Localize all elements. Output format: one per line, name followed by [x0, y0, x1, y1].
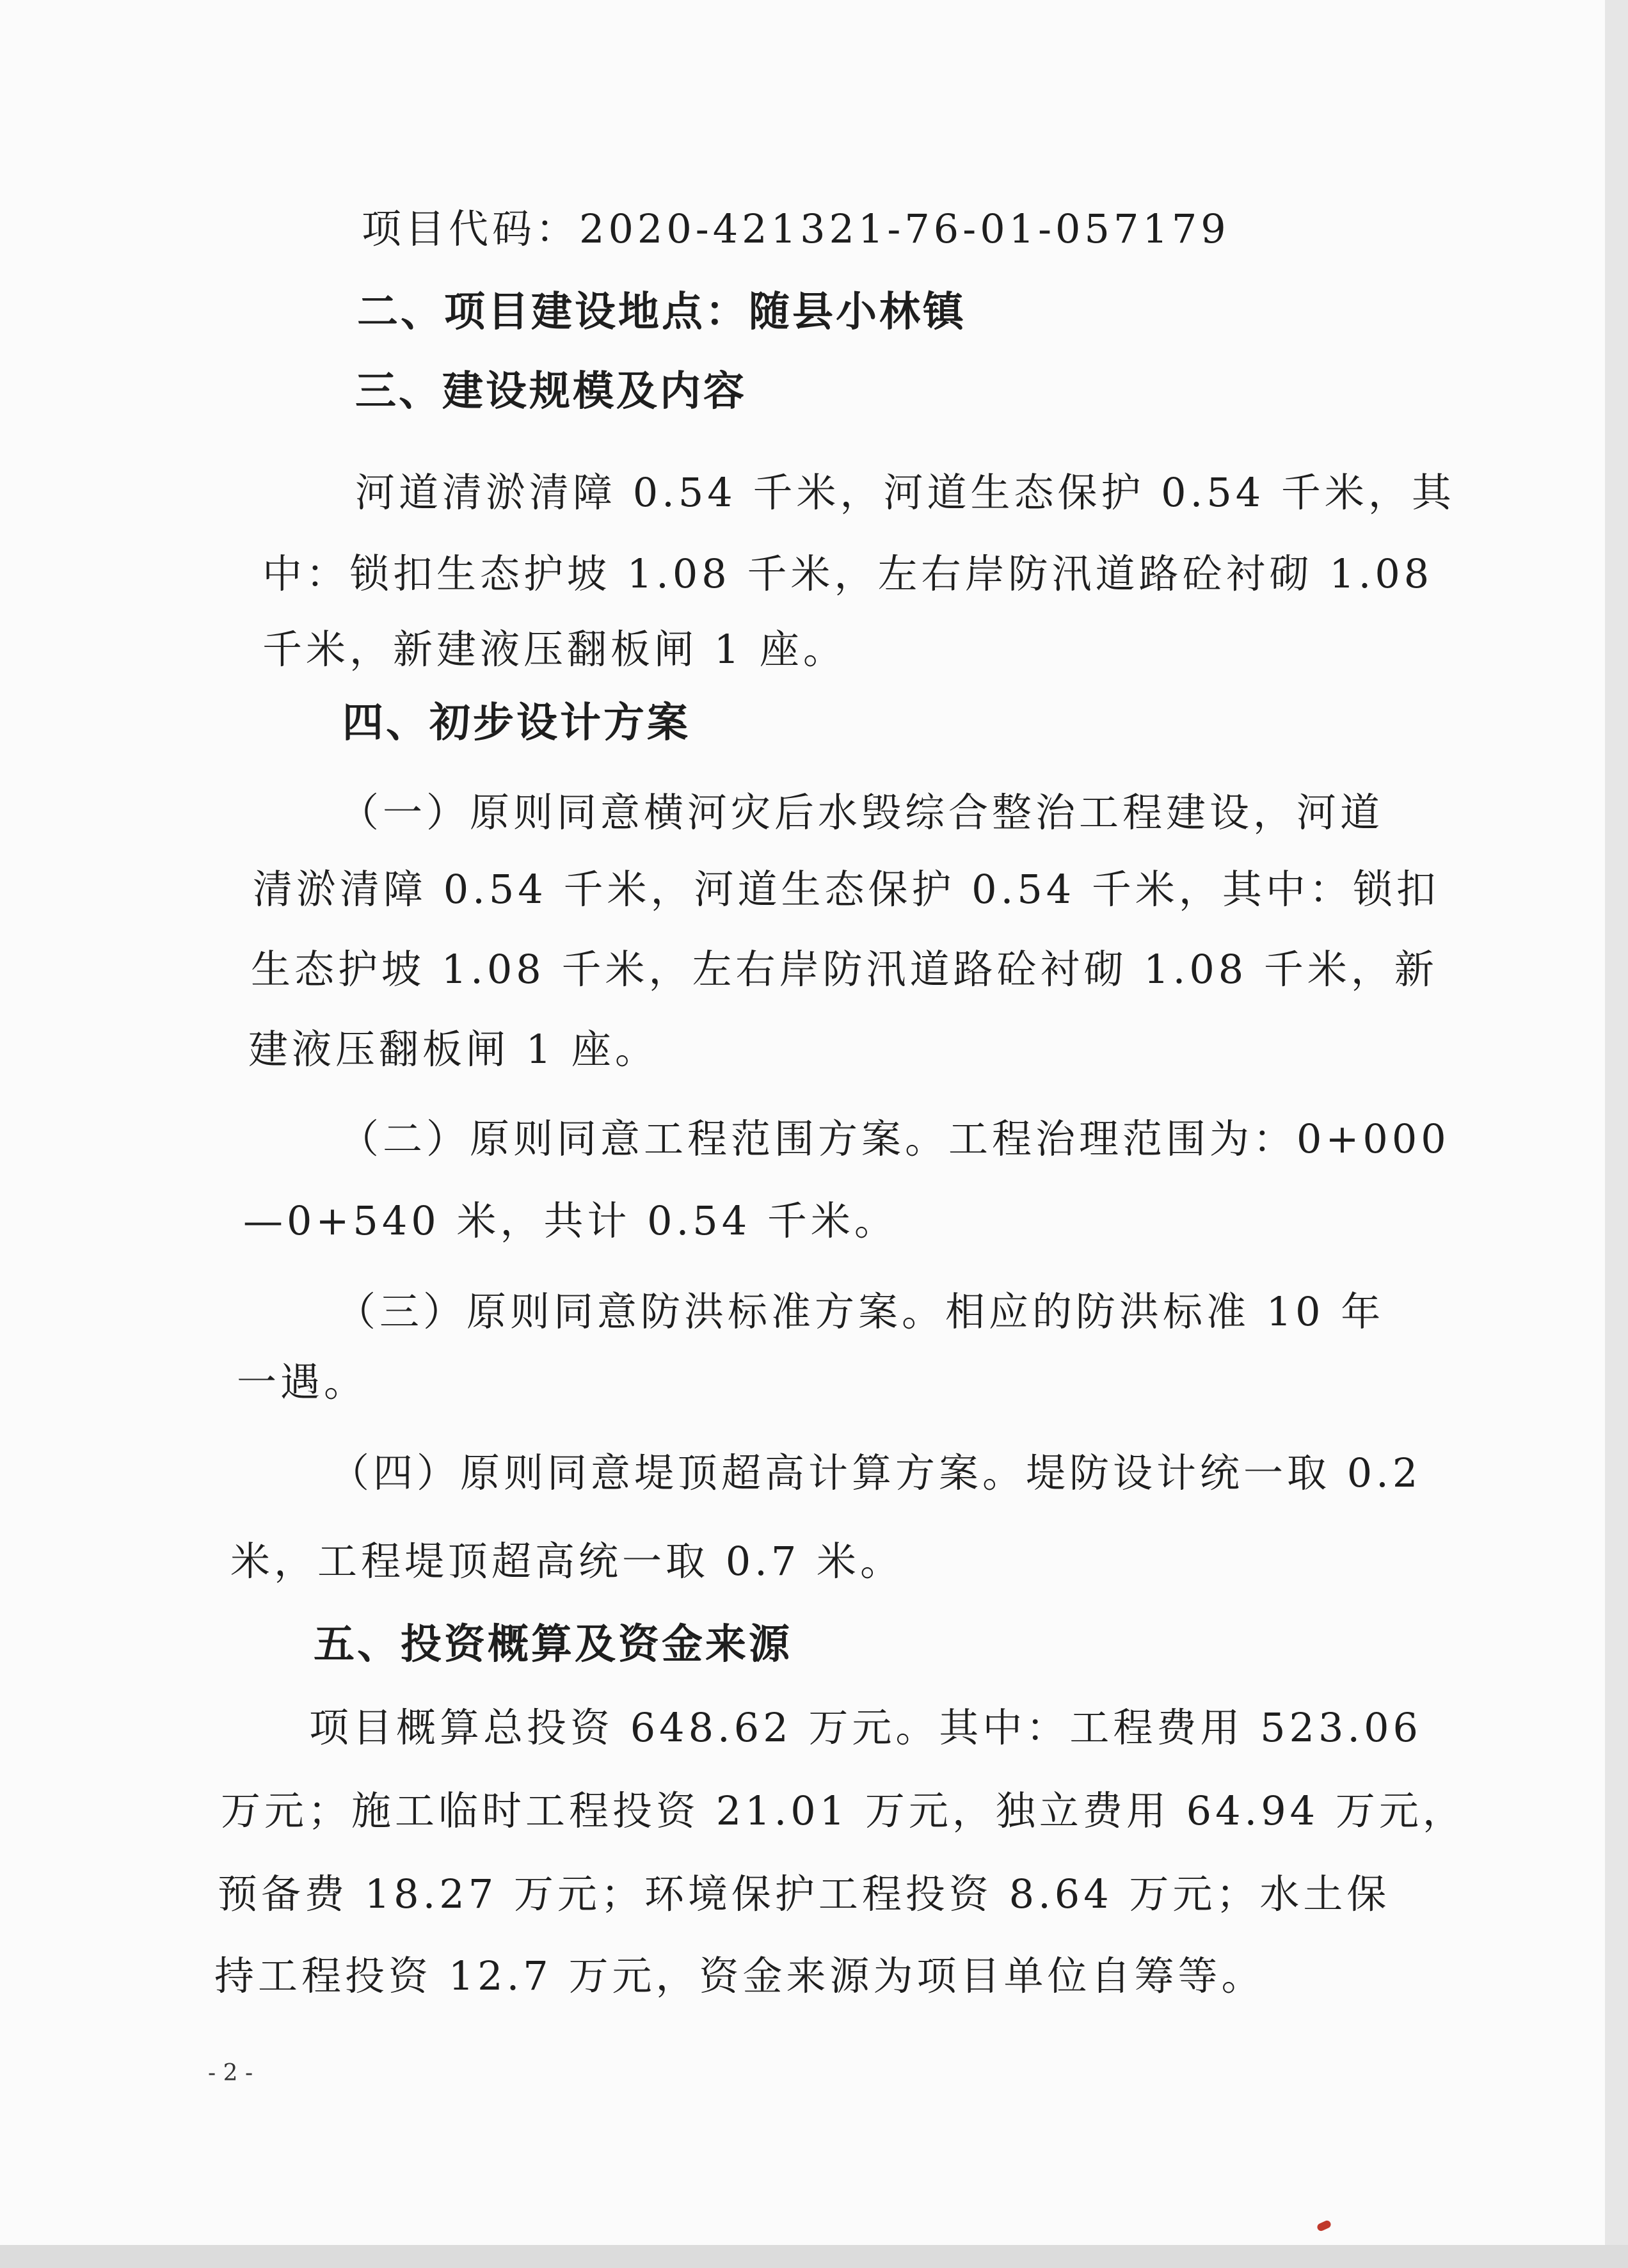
design-item1-line-2: 清淤清障 0.54 千米，河道生态保护 0.54 千米，其中：锁扣 — [253, 866, 1440, 913]
design-item2-line-1: （二）原则同意工程范围方案。工程治理范围为：0+000 — [339, 1115, 1450, 1162]
section-location-heading: 二、项目建设地点：随县小林镇 — [357, 289, 966, 336]
scale-paragraph-line-2: 中：锁扣生态护坡 1.08 千米，左右岸防汛道路砼衬砌 1.08 — [262, 550, 1433, 597]
red-ink-mark — [1316, 2219, 1332, 2232]
investment-line-1: 项目概算总投资 648.62 万元。其中：工程费用 523.06 — [309, 1704, 1423, 1751]
scale-paragraph-line-3: 千米，新建液压翻板闸 1 座。 — [262, 626, 847, 673]
scan-edge-bottom — [0, 2245, 1628, 2268]
design-item1-line-4: 建液压翻板闸 1 座。 — [248, 1026, 658, 1073]
section-investment-heading: 五、投资概算及资金来源 — [314, 1621, 792, 1668]
project-code-line: 项目代码：2020-421321-76-01-057179 — [362, 205, 1230, 252]
design-item3-line-2: 一遇。 — [237, 1359, 368, 1405]
section-design-heading: 四、初步设计方案 — [342, 699, 690, 747]
scan-edge-right — [1605, 0, 1628, 2268]
design-item1-line-1: （一）原则同意横河灾后水毁综合整治工程建设，河道 — [339, 789, 1384, 836]
scale-paragraph-line-1: 河道清淤清障 0.54 千米，河道生态保护 0.54 千米，其 — [355, 469, 1455, 516]
investment-line-4: 持工程投资 12.7 万元，资金来源为项目单位自筹等。 — [214, 1953, 1265, 1999]
design-item4-line-2: 米，工程堤顶超高统一取 0.7 米。 — [230, 1538, 904, 1585]
investment-line-2: 万元；施工临时工程投资 21.01 万元，独立费用 64.94 万元， — [221, 1787, 1466, 1834]
design-item1-line-3: 生态护坡 1.08 千米，左右岸防汛道路砼衬砌 1.08 千米，新 — [251, 946, 1438, 993]
design-item2-line-2: —0+540 米，共计 0.54 千米。 — [243, 1197, 898, 1244]
investment-line-3: 预备费 18.27 万元；环境保护工程投资 8.64 万元；水土保 — [218, 1871, 1391, 1917]
section-scale-heading: 三、建设规模及内容 — [355, 368, 747, 415]
design-item3-line-1: （三）原则同意防洪标准方案。相应的防洪标准 10 年 — [336, 1288, 1385, 1335]
page-number: - 2 - — [208, 2060, 253, 2086]
design-item4-line-1: （四）原则同意堤顶超高计算方案。堤防设计统一取 0.2 — [330, 1449, 1422, 1496]
